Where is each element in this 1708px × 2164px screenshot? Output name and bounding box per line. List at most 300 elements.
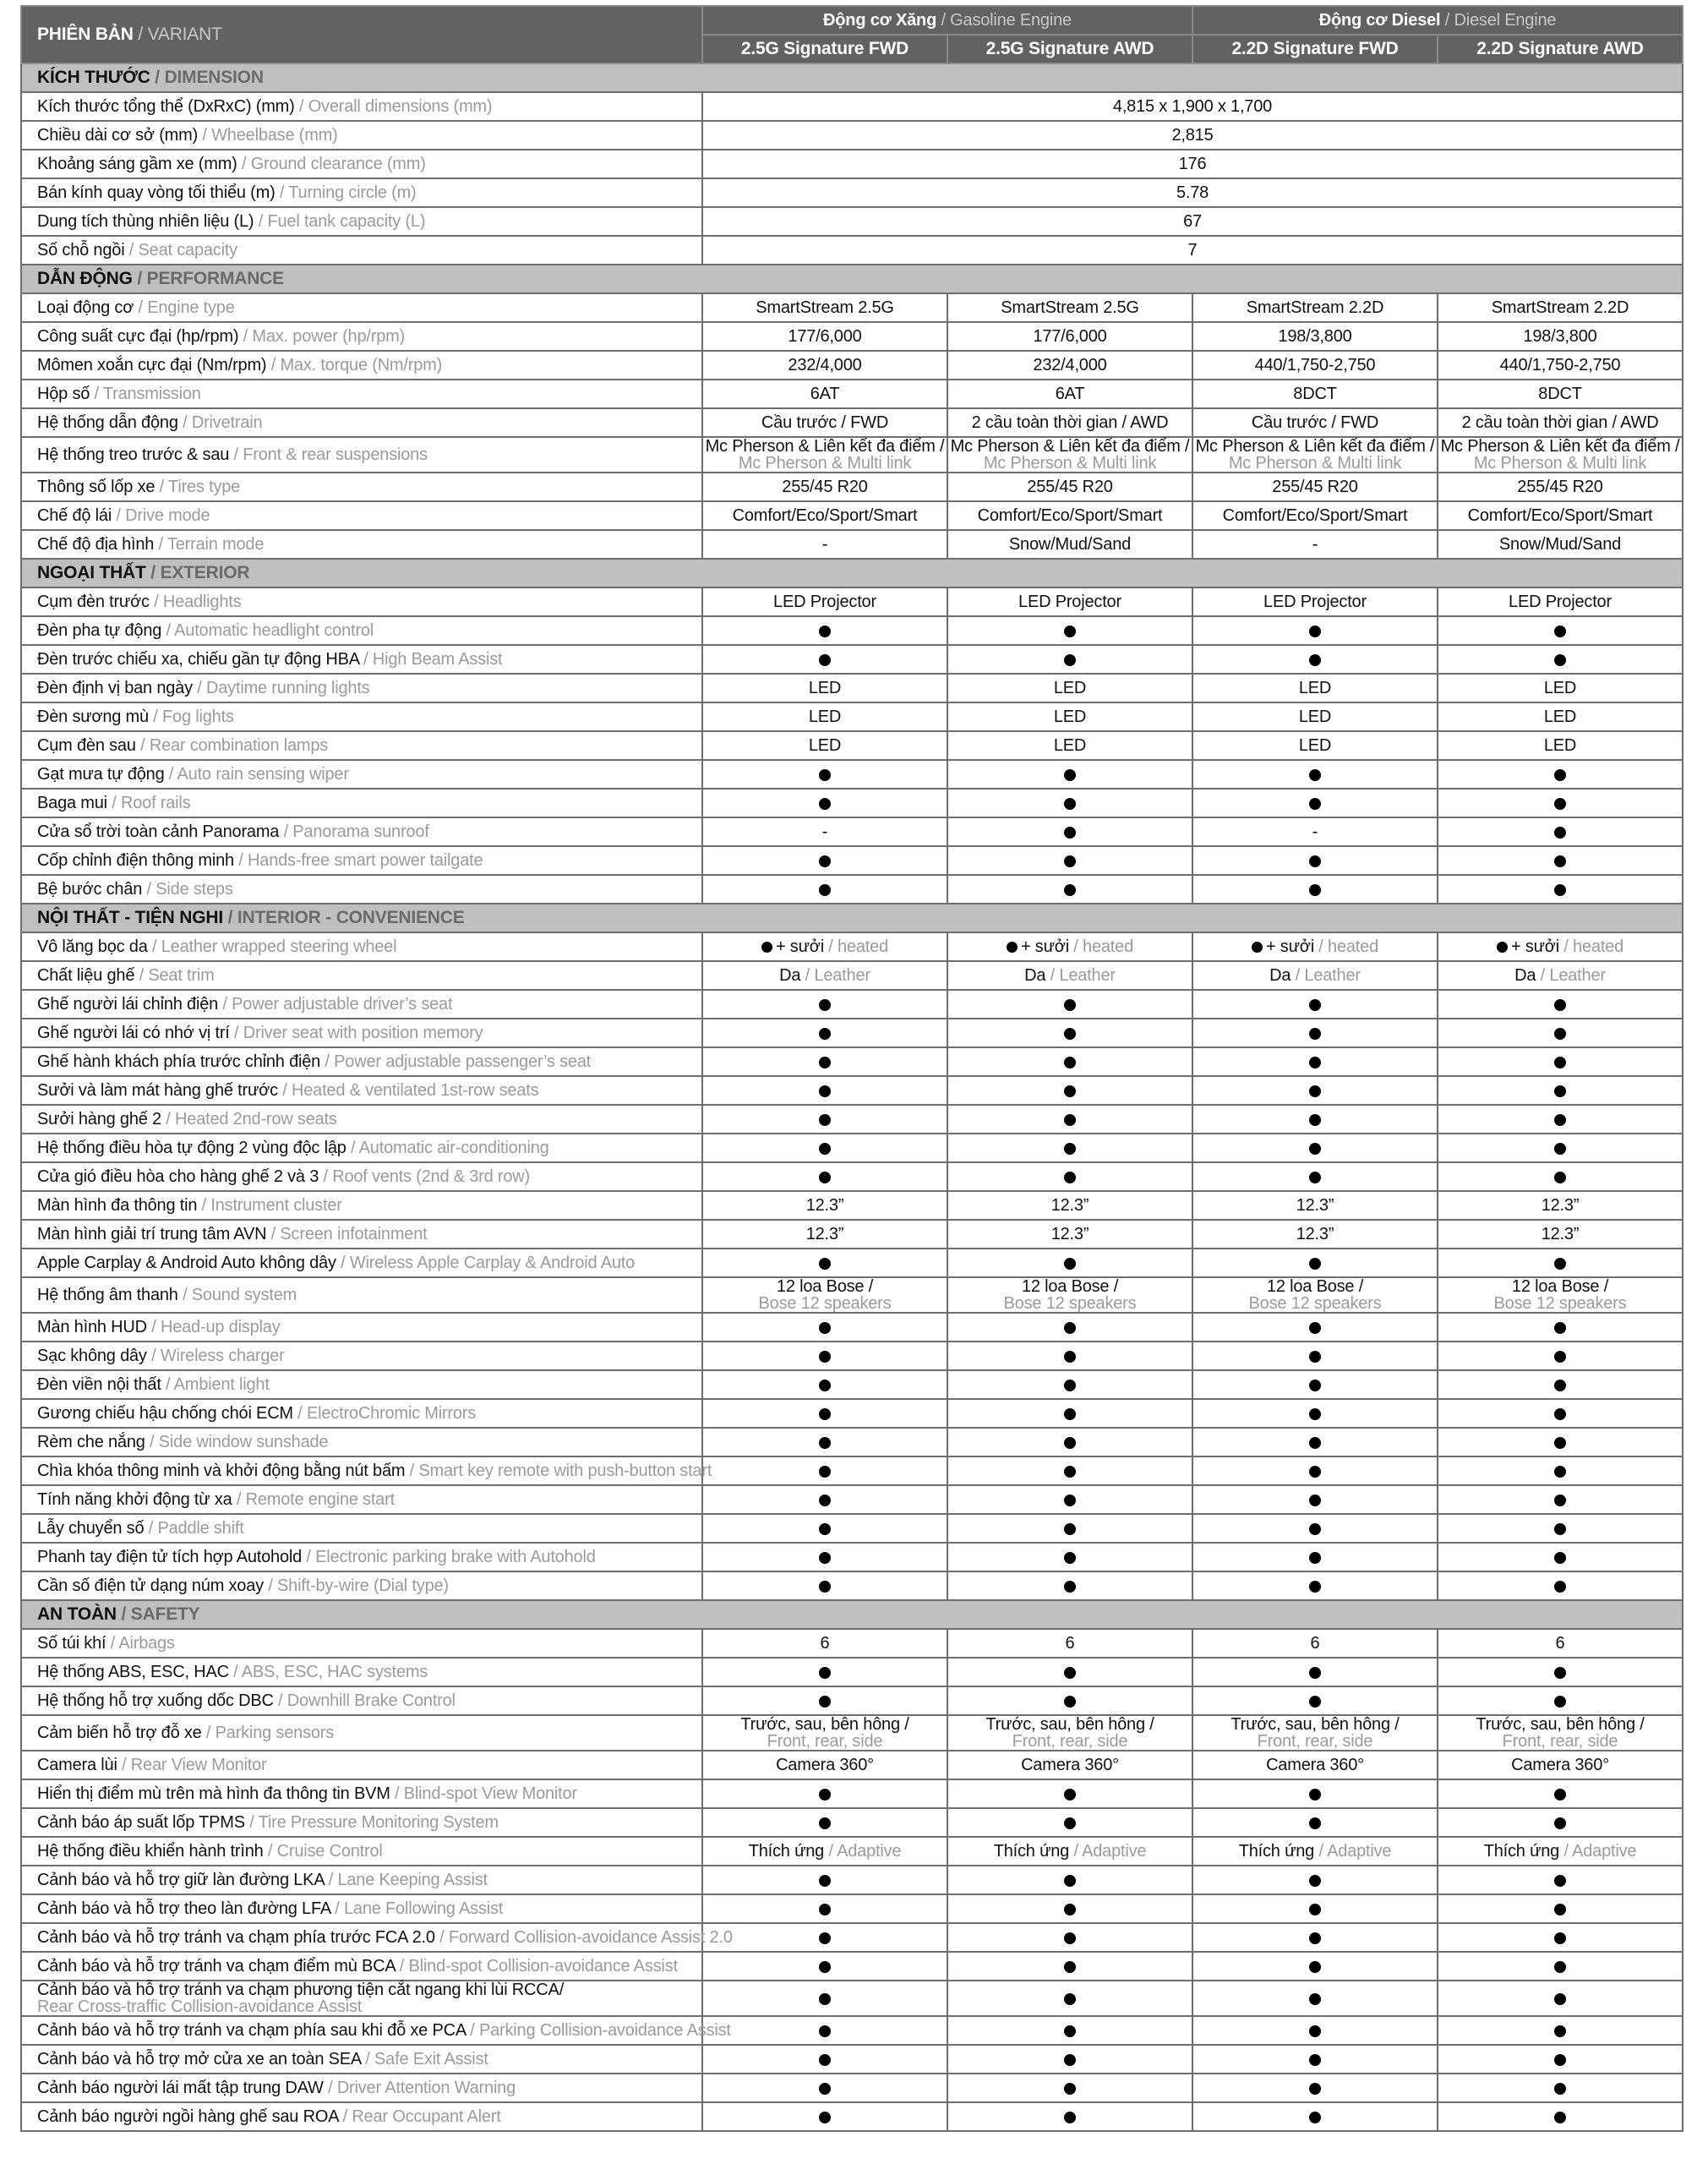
feature-label-en: ABS, ESC, HAC systems <box>241 1663 428 1681</box>
feature-label-en: Daytime running lights <box>206 679 370 697</box>
value-cell <box>1192 1399 1438 1428</box>
feature-label-en: Seat trim <box>148 966 215 985</box>
standard-dot-icon <box>1554 2083 1566 2095</box>
standard-dot-icon <box>1309 1932 1321 1944</box>
table-row <box>21 1751 1683 1779</box>
value-cell <box>1192 1779 1438 1808</box>
standard-dot-icon <box>819 999 831 1011</box>
feature-label <box>21 616 702 645</box>
feature-label-vi: Số chỗ ngồi <box>37 241 125 260</box>
value-cell <box>947 1277 1192 1313</box>
table-header <box>21 6 1683 63</box>
standard-dot-icon <box>1309 1961 1321 1973</box>
separator: / <box>1314 1842 1328 1861</box>
table-row <box>21 1399 1683 1428</box>
feature-label-en: Power adjustable passenger’s seat <box>334 1052 592 1071</box>
table-row <box>21 1191 1683 1220</box>
cell-value: 232/4,000 <box>1033 356 1107 374</box>
cell-value: 232/4,000 <box>788 356 862 374</box>
standard-dot-icon <box>1064 769 1076 781</box>
value-cell <box>702 1837 947 1866</box>
value-cell <box>1192 702 1438 731</box>
cell-value-en: Bose 12 speakers <box>1003 1294 1137 1313</box>
table-row <box>21 2074 1683 2102</box>
feature-label-en: Ground clearance (mm) <box>250 155 426 173</box>
cell-value-en: Adaptive <box>1572 1842 1637 1861</box>
value-cell <box>1438 990 1683 1019</box>
cell-value-en: Mc Pherson & Multi link <box>1228 454 1402 473</box>
value-cell <box>1438 1837 1683 1866</box>
table-row <box>21 702 1683 731</box>
feature-label <box>21 92 702 121</box>
standard-dot-icon <box>1309 1466 1321 1478</box>
value-cell <box>1438 1514 1683 1543</box>
feature-label-vi: Tính năng khởi động từ xa <box>37 1490 232 1509</box>
value-cell <box>702 2016 947 2045</box>
cell-value-vi: Trước, sau, bên hông / <box>1476 1715 1645 1734</box>
feature-label-en: Parking Collision-avoidance Assist <box>478 2021 731 2040</box>
value-cell <box>702 702 947 731</box>
table-row <box>21 92 1683 121</box>
table-row <box>21 322 1683 351</box>
table-row <box>21 1428 1683 1456</box>
value-cell <box>947 293 1192 322</box>
value-cell <box>1192 616 1438 645</box>
standard-dot-icon <box>1309 769 1321 781</box>
cell-value-vi: Mc Pherson & Liên kết đa điểm / <box>950 437 1190 456</box>
value-cell <box>1438 1686 1683 1715</box>
section-title-en: PERFORMANCE <box>146 269 284 288</box>
feature-label-en: Drivetrain <box>191 413 263 432</box>
cell-value-en: heated <box>1573 937 1624 956</box>
cell-value-vi: Thích ứng <box>748 1842 825 1861</box>
standard-dot-icon <box>1554 2112 1566 2123</box>
feature-label <box>21 1370 702 1399</box>
value-cell <box>947 1715 1192 1751</box>
feature-label-en: ElectroChromic Mirrors <box>306 1404 477 1423</box>
value-cell <box>1438 1105 1683 1134</box>
section-title <box>21 904 1683 932</box>
standard-dot-icon <box>819 1258 831 1270</box>
standard-dot-icon <box>1554 1380 1566 1391</box>
standard-dot-icon <box>1554 1667 1566 1679</box>
feature-label-en: Driver seat with position memory <box>243 1024 483 1042</box>
separator: / <box>134 966 149 985</box>
standard-dot-icon <box>1554 1028 1566 1040</box>
value-cell <box>1192 2102 1438 2131</box>
separator: / <box>144 1519 158 1538</box>
standard-dot-icon <box>1064 1904 1076 1915</box>
standard-dot-icon <box>1064 2083 1076 2095</box>
table-row <box>21 1485 1683 1514</box>
value-cell <box>702 1134 947 1162</box>
value-cell <box>1438 702 1683 731</box>
feature-label-vi: Đèn trước chiếu xa, chiếu gần tự động HBA <box>37 650 359 669</box>
table-row <box>21 1629 1683 1658</box>
value-cell <box>1192 380 1438 408</box>
standard-dot-icon <box>819 1380 831 1391</box>
feature-label-en: Tires type <box>168 478 241 496</box>
cell-value: LED <box>1053 708 1087 726</box>
feature-label <box>21 236 702 265</box>
cell-value: 440/1,750-2,750 <box>1254 356 1376 374</box>
value-cell <box>1192 961 1438 990</box>
feature-label-vi: Thông số lốp xe <box>37 478 156 496</box>
cell-value: 255/45 R20 <box>1027 478 1113 496</box>
value-cell <box>1192 1342 1438 1370</box>
table-row <box>21 789 1683 817</box>
value-cell <box>1192 408 1438 437</box>
cell-value: 255/45 R20 <box>782 478 868 496</box>
cell-value: 12.3” <box>1050 1196 1089 1215</box>
feature-label <box>21 2016 731 2045</box>
standard-dot-icon <box>1064 1351 1076 1363</box>
standard-dot-icon <box>1309 1437 1321 1449</box>
value-cell <box>702 408 947 437</box>
feature-label-vi: Hệ thống hỗ trợ xuống dốc DBC <box>37 1691 274 1710</box>
standard-dot-icon <box>819 1581 831 1593</box>
feature-label-en: Turning circle (m) <box>288 183 417 202</box>
value-cell <box>947 2016 1192 2045</box>
value-cell <box>1192 1134 1438 1162</box>
standard-dot-icon <box>819 2025 831 2037</box>
value-cell <box>1438 380 1683 408</box>
feature-label-vi: Dung tích thùng nhiên liệu (L) <box>37 212 254 231</box>
value-cell <box>702 1456 947 1485</box>
standard-dot-icon <box>1554 1552 1566 1564</box>
value-cell <box>702 846 947 875</box>
standard-dot-icon <box>1554 1085 1566 1097</box>
standard-dot-icon <box>1064 1667 1076 1679</box>
not-available-dash: - <box>821 822 828 841</box>
value-cell <box>947 961 1192 990</box>
separator: / <box>116 1604 131 1624</box>
feature-label <box>21 121 702 150</box>
standard-dot-icon <box>819 1466 831 1478</box>
table-row <box>21 1342 1683 1370</box>
standard-dot-icon <box>819 1993 831 2005</box>
value-cell <box>1438 351 1683 380</box>
standard-dot-icon <box>819 1552 831 1564</box>
value-cell <box>1438 1894 1683 1923</box>
feature-label <box>21 674 702 702</box>
value-cell <box>702 293 947 322</box>
cell-value: 12.3” <box>1296 1225 1334 1243</box>
value-cell <box>1438 1543 1683 1571</box>
cell-value: LED <box>1053 736 1087 755</box>
value-cell <box>702 1658 947 1686</box>
value-cell <box>947 817 1192 846</box>
value-cell <box>702 380 947 408</box>
feature-label-en: Driver Attention Warning <box>336 2079 516 2097</box>
cell-value-vi: Mc Pherson & Liên kết đa điểm / <box>1195 437 1435 456</box>
feature-label-vi: Cốp chỉnh điện thông minh <box>37 851 234 870</box>
separator: / <box>823 937 838 956</box>
standard-dot-icon <box>1064 1408 1076 1420</box>
feature-label-en: Rear combination lamps <box>149 736 329 755</box>
standard-dot-icon <box>1064 1466 1076 1478</box>
cell-value: 255/45 R20 <box>1272 478 1358 496</box>
cell-value: Comfort/Eco/Sport/Smart <box>977 506 1163 525</box>
feature-label-vi: Bán kính quay vòng tối thiểu (m) <box>37 183 276 202</box>
feature-label <box>21 1019 702 1047</box>
standard-dot-icon <box>1064 1789 1076 1801</box>
standard-dot-icon <box>819 1789 831 1801</box>
feature-label-vi: Ghế người lái chỉnh điện <box>37 995 219 1014</box>
standard-dot-icon <box>761 942 772 953</box>
standard-dot-icon <box>1064 1085 1076 1097</box>
standard-dot-icon <box>819 1696 831 1708</box>
standard-dot-icon <box>1309 1581 1321 1593</box>
value-cell <box>702 789 947 817</box>
value-cell <box>1192 530 1438 559</box>
cell-value: 255/45 R20 <box>1517 478 1603 496</box>
feature-label <box>21 1134 702 1162</box>
table-row <box>21 932 1683 961</box>
value-cell <box>702 1571 947 1600</box>
feature-label-vi: Hiển thị điểm mù trên mà hình đa thông tin BVM <box>37 1784 390 1803</box>
table-row <box>21 2102 1683 2131</box>
feature-label <box>21 1923 733 1952</box>
value-cell <box>702 1952 947 1981</box>
value-cell <box>1438 1658 1683 1686</box>
standard-dot-icon <box>1309 1380 1321 1391</box>
cell-value: Comfort/Eco/Sport/Smart <box>1222 506 1408 525</box>
value-cell <box>1438 2016 1683 2045</box>
value-cell <box>1192 932 1438 961</box>
standard-dot-icon <box>819 1817 831 1829</box>
value-cell <box>702 2045 947 2074</box>
feature-label <box>21 1837 702 1866</box>
separator: / <box>145 1433 159 1451</box>
value-cell <box>1192 1313 1438 1342</box>
cell-value-en: Front, rear, side <box>1502 1732 1618 1751</box>
standard-dot-icon <box>1309 1817 1321 1829</box>
value-cell <box>1192 817 1438 846</box>
value-cell <box>947 731 1192 760</box>
value-cell <box>1438 1134 1683 1162</box>
separator: / <box>177 413 192 432</box>
table-row <box>21 1277 1683 1313</box>
feature-label-vi: Ghế hành khách phía trước chỉnh điện <box>37 1052 321 1071</box>
feature-label-en: Cruise Control <box>276 1842 383 1861</box>
separator: / <box>465 2021 479 2040</box>
feature-label <box>21 932 702 961</box>
cell-value: 7 <box>1187 241 1198 260</box>
feature-label-en: Rear Cross-traffic Collision-avoidance Assist <box>37 1997 363 2016</box>
cell-value: SmartStream 2.5G <box>756 298 894 317</box>
value-cell <box>1192 322 1438 351</box>
feature-label <box>21 1779 702 1808</box>
cell-value: 12.3” <box>1541 1196 1580 1215</box>
feature-label-en: Max. power (hp/rpm) <box>252 327 406 346</box>
feature-label-en: Shift-by-wire (Dial type) <box>277 1577 449 1595</box>
separator: / <box>263 1842 277 1861</box>
standard-dot-icon <box>1309 2054 1321 2066</box>
standard-dot-icon <box>1554 827 1566 839</box>
cell-value: Comfort/Eco/Sport/Smart <box>732 506 918 525</box>
cell-value-vi: Thích ứng <box>993 1842 1070 1861</box>
feature-label <box>21 1751 702 1779</box>
feature-label-en: Blind-spot View Monitor <box>403 1784 577 1803</box>
feature-label-en: Wireless Apple Carplay & Android Auto <box>349 1254 636 1272</box>
cell-value-en: Leather <box>814 966 870 985</box>
standard-dot-icon <box>1064 2112 1076 2123</box>
feature-label-vi: Cảnh báo người ngồi hàng ghế sau ROA <box>37 2107 339 2126</box>
standard-dot-icon <box>1309 654 1321 666</box>
value-cell <box>947 473 1192 501</box>
feature-label-vi: Hệ thống ABS, ESC, HAC <box>37 1663 229 1681</box>
value-cell <box>702 616 947 645</box>
feature-label-vi: Vô lăng bọc da <box>37 937 148 956</box>
value-cell <box>1192 1571 1438 1600</box>
table-row <box>21 846 1683 875</box>
separator: / <box>320 1052 335 1071</box>
feature-label <box>21 473 702 501</box>
standard-dot-icon <box>1309 1172 1321 1183</box>
standard-dot-icon <box>1309 1143 1321 1155</box>
feature-label <box>21 1105 702 1134</box>
value-cell <box>1192 1751 1438 1779</box>
value-cell <box>1438 1313 1683 1342</box>
value-cell <box>702 1047 947 1076</box>
separator: / <box>360 2050 375 2068</box>
separator: / <box>197 1196 211 1215</box>
cell-value: 12.3” <box>805 1225 844 1243</box>
separator: / <box>161 621 175 640</box>
feature-label-vi: Rèm che nắng <box>37 1433 145 1451</box>
table-row <box>21 1514 1683 1543</box>
table-row <box>21 1543 1683 1571</box>
feature-label-en: Lane Keeping Assist <box>337 1871 488 1889</box>
cell-value-en: Adaptive <box>837 1842 902 1861</box>
table-row <box>21 760 1683 789</box>
separator: / <box>106 1634 119 1653</box>
feature-label-en: Power adjustable driver’s seat <box>232 995 453 1014</box>
cell-value-vi: 12 loa Bose / <box>776 1277 874 1296</box>
cell-value: 6AT <box>1055 385 1085 403</box>
feature-label <box>21 322 702 351</box>
value-cell <box>702 1923 947 1952</box>
value-cell <box>702 1543 947 1571</box>
standard-dot-icon <box>819 798 831 810</box>
value-cell <box>702 1105 947 1134</box>
cell-value: Snow/Mud/Sand <box>1498 535 1622 554</box>
value-cell <box>702 817 947 846</box>
standard-dot-icon <box>819 1667 831 1679</box>
value-cell <box>1438 1952 1683 1981</box>
separator: / <box>232 1490 246 1509</box>
cell-value: LED Projector <box>1509 593 1612 611</box>
feature-label <box>21 1342 702 1370</box>
cell-value-en: Front, rear, side <box>1012 1732 1128 1751</box>
separator: / <box>198 126 212 145</box>
cell-value: 8DCT <box>1293 385 1337 403</box>
feature-label-en: Tire Pressure Monitoring System <box>258 1813 499 1832</box>
cell-value: 6 <box>1555 1634 1565 1653</box>
separator: / <box>134 298 148 317</box>
separator: / <box>142 880 156 899</box>
value-cell <box>947 1751 1192 1779</box>
value-cell <box>1438 293 1683 322</box>
feature-label-vi: Cảm biến hỗ trợ đỗ xe <box>37 1724 202 1742</box>
cell-value: 176 <box>1178 155 1207 173</box>
feature-label <box>21 846 702 875</box>
value-cell <box>947 1105 1192 1134</box>
separator: / <box>1069 1842 1083 1861</box>
standard-dot-icon <box>819 1028 831 1040</box>
separator: / <box>161 1110 176 1128</box>
standard-dot-icon <box>1554 1904 1566 1915</box>
engine-header-en: Diesel Engine <box>1454 11 1557 30</box>
feature-label-vi: Số túi khí <box>37 1634 106 1653</box>
value-cell <box>1438 1715 1683 1751</box>
separator: / <box>277 1081 292 1100</box>
feature-label-vi: Lẫy chuyển số <box>37 1519 145 1538</box>
standard-dot-icon <box>1309 1408 1321 1420</box>
variant-name: 2.2D Signature FWD <box>1192 35 1438 63</box>
separator: / <box>1536 966 1550 985</box>
value-cell <box>947 1629 1192 1658</box>
feature-label <box>21 587 702 616</box>
separator: / <box>323 2079 337 2097</box>
separator: / <box>266 356 281 374</box>
standard-dot-icon <box>1064 1581 1076 1593</box>
feature-label-en: Parking sensors <box>215 1724 335 1742</box>
feature-label-en: Safe Exit Assist <box>374 2050 488 2068</box>
value-cell <box>702 760 947 789</box>
feature-label-vi: Cần số điện tử dạng núm xoay <box>37 1577 264 1595</box>
standard-dot-icon <box>1064 1322 1076 1334</box>
cell-value: 6 <box>820 1634 830 1653</box>
feature-label-vi: Cảnh báo và hỗ trợ tránh va chạm phía trước FCA 2.0 <box>37 1928 435 1947</box>
separator: / <box>124 241 139 260</box>
table-row <box>21 1019 1683 1047</box>
standard-dot-icon <box>1064 827 1076 839</box>
separator: / <box>148 708 163 726</box>
standard-dot-icon <box>1064 2025 1076 2037</box>
feature-label <box>21 1808 702 1837</box>
feature-label-vi: Sưởi hàng ghế 2 <box>37 1110 161 1128</box>
value-cell <box>1192 760 1438 789</box>
section-title <box>21 1600 1683 1629</box>
value-cell <box>1192 1191 1438 1220</box>
engine-header-vi: Động cơ Xăng <box>823 11 937 30</box>
value-cell <box>947 789 1192 817</box>
standard-dot-icon <box>819 2083 831 2095</box>
table-row <box>21 1105 1683 1134</box>
value-cell <box>702 530 947 559</box>
cell-value: 12.3” <box>1296 1196 1334 1215</box>
value-cell <box>947 408 1192 437</box>
value-cell <box>947 1837 1192 1866</box>
value-cell <box>1192 1249 1438 1277</box>
standard-dot-icon <box>1309 1114 1321 1126</box>
standard-dot-icon <box>1554 1581 1566 1593</box>
section-row <box>21 63 1683 92</box>
value-cell <box>947 322 1192 351</box>
value-cell <box>1438 530 1683 559</box>
feature-label-en: Roof vents (2nd & 3rd row) <box>332 1167 530 1186</box>
feature-label-en: Max. torque (Nm/rpm) <box>280 356 443 374</box>
value-cell <box>947 1191 1192 1220</box>
value-cell <box>947 587 1192 616</box>
value-cell <box>1438 1076 1683 1105</box>
standard-dot-icon <box>1554 1789 1566 1801</box>
separator: / <box>254 212 268 231</box>
separator: / <box>330 1899 344 1918</box>
feature-label-vi: Đèn viền nội thất <box>37 1375 161 1394</box>
